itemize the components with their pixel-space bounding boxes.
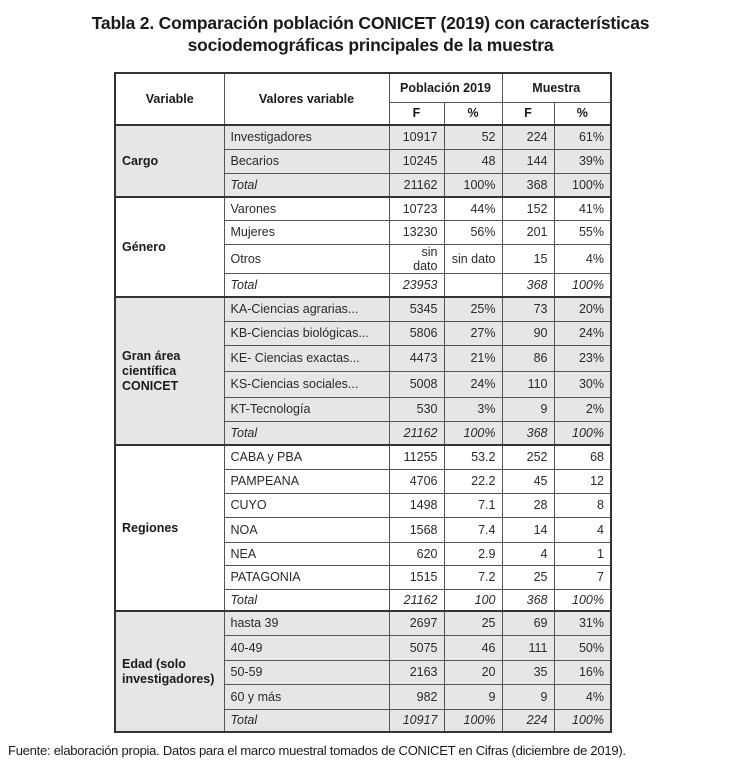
- variable-label: Gran área científica CONICET: [115, 297, 224, 445]
- table-title: [0, 12, 741, 56]
- value-label: Total: [224, 173, 389, 197]
- muestra-f-cell: 368: [502, 173, 554, 197]
- poblacion-pct-cell: 56%: [444, 220, 502, 244]
- muestra-pct-cell: 4%: [554, 684, 611, 709]
- muestra-pct-cell: 7: [554, 565, 611, 589]
- comparison-table: [114, 72, 612, 733]
- poblacion-pct-cell: 46: [444, 635, 502, 660]
- poblacion-f-cell: 10245: [389, 149, 444, 173]
- muestra-pct-cell: 100%: [554, 589, 611, 611]
- muestra-pct-cell: 8: [554, 493, 611, 517]
- group-2: [115, 297, 611, 445]
- poblacion-pct-cell: 100%: [444, 709, 502, 732]
- value-label: KS-Ciencias sociales...: [224, 371, 389, 397]
- muestra-pct-cell: 4%: [554, 244, 611, 273]
- muestra-pct-cell: 41%: [554, 197, 611, 220]
- muestra-pct-cell: 12: [554, 469, 611, 493]
- poblacion-pct-cell: 25%: [444, 297, 502, 321]
- poblacion-pct-cell: sin dato: [444, 244, 502, 273]
- poblacion-f-cell: 5075: [389, 635, 444, 660]
- value-label: KE- Ciencias exactas...: [224, 345, 389, 371]
- header-variable: Variable: [115, 73, 224, 125]
- muestra-f-cell: 224: [502, 125, 554, 149]
- value-label: NOA: [224, 517, 389, 542]
- poblacion-pct-cell: 100%: [444, 421, 502, 445]
- muestra-pct-cell: 100%: [554, 709, 611, 732]
- header-muestra-pct: %: [554, 102, 611, 125]
- table-title-line-2: sociodemográficas principales de la muestra: [187, 35, 554, 55]
- poblacion-f-cell: 13230: [389, 220, 444, 244]
- muestra-f-cell: 152: [502, 197, 554, 220]
- muestra-f-cell: 368: [502, 273, 554, 297]
- muestra-f-cell: 4: [502, 542, 554, 565]
- poblacion-f-cell: 5806: [389, 321, 444, 345]
- muestra-pct-cell: 31%: [554, 611, 611, 635]
- muestra-pct-cell: 100%: [554, 173, 611, 197]
- poblacion-pct-cell: 3%: [444, 397, 502, 421]
- variable-label: Regiones: [115, 445, 224, 611]
- muestra-f-cell: 35: [502, 660, 554, 684]
- table-header: [115, 73, 611, 125]
- poblacion-f-cell: 2163: [389, 660, 444, 684]
- muestra-pct-cell: 50%: [554, 635, 611, 660]
- poblacion-f-cell: 21162: [389, 589, 444, 611]
- group-0: [115, 125, 611, 197]
- poblacion-pct-cell: 7.2: [444, 565, 502, 589]
- header-muestra-f: F: [502, 102, 554, 125]
- value-label: 40-49: [224, 635, 389, 660]
- group-3: [115, 445, 611, 611]
- header-poblacion-f: F: [389, 102, 444, 125]
- value-label: Otros: [224, 244, 389, 273]
- muestra-pct-cell: 1: [554, 542, 611, 565]
- muestra-pct-cell: 68: [554, 445, 611, 469]
- table-row: [115, 125, 611, 149]
- poblacion-f-cell: sin dato: [389, 244, 444, 273]
- poblacion-pct-cell: 44%: [444, 197, 502, 220]
- poblacion-pct-cell: 9: [444, 684, 502, 709]
- value-label: KA-Ciencias agrarias...: [224, 297, 389, 321]
- value-label: Total: [224, 273, 389, 297]
- value-label: hasta 39: [224, 611, 389, 635]
- poblacion-pct-cell: 7.4: [444, 517, 502, 542]
- muestra-pct-cell: 2%: [554, 397, 611, 421]
- muestra-pct-cell: 20%: [554, 297, 611, 321]
- poblacion-pct-cell: 20: [444, 660, 502, 684]
- poblacion-f-cell: 1498: [389, 493, 444, 517]
- poblacion-pct-cell: 100: [444, 589, 502, 611]
- muestra-f-cell: 73: [502, 297, 554, 321]
- muestra-pct-cell: 55%: [554, 220, 611, 244]
- poblacion-f-cell: 21162: [389, 421, 444, 445]
- poblacion-pct-cell: 7.1: [444, 493, 502, 517]
- muestra-pct-cell: 24%: [554, 321, 611, 345]
- poblacion-pct-cell: 22.2: [444, 469, 502, 493]
- value-label: Total: [224, 709, 389, 732]
- value-label: KT-Tecnología: [224, 397, 389, 421]
- variable-label: Edad (solo investigadores): [115, 611, 224, 732]
- muestra-pct-cell: 4: [554, 517, 611, 542]
- muestra-f-cell: 14: [502, 517, 554, 542]
- muestra-f-cell: 9: [502, 397, 554, 421]
- poblacion-pct-cell: 24%: [444, 371, 502, 397]
- muestra-f-cell: 368: [502, 589, 554, 611]
- value-label: 60 y más: [224, 684, 389, 709]
- muestra-f-cell: 111: [502, 635, 554, 660]
- value-label: PAMPEANA: [224, 469, 389, 493]
- muestra-f-cell: 201: [502, 220, 554, 244]
- table-title-line-1: Tabla 2. Comparación población CONICET (2019) con características: [91, 13, 650, 33]
- muestra-f-cell: 224: [502, 709, 554, 732]
- poblacion-pct-cell: 53.2: [444, 445, 502, 469]
- muestra-f-cell: 15: [502, 244, 554, 273]
- muestra-pct-cell: 100%: [554, 273, 611, 297]
- poblacion-f-cell: 2697: [389, 611, 444, 635]
- source-footnote: Fuente: elaboración propia. Datos para el marco muestral tomados de CONICET en Cifras (diciembre de 2019).: [8, 743, 626, 758]
- muestra-f-cell: 28: [502, 493, 554, 517]
- poblacion-f-cell: 11255: [389, 445, 444, 469]
- variable-label: Género: [115, 197, 224, 297]
- poblacion-pct-cell: 27%: [444, 321, 502, 345]
- value-label: Varones: [224, 197, 389, 220]
- poblacion-f-cell: 1568: [389, 517, 444, 542]
- value-label: KB-Ciencias biológicas...: [224, 321, 389, 345]
- table-row: [115, 297, 611, 321]
- poblacion-f-cell: 10723: [389, 197, 444, 220]
- poblacion-pct-cell: 25: [444, 611, 502, 635]
- poblacion-f-cell: 5345: [389, 297, 444, 321]
- value-label: CABA y PBA: [224, 445, 389, 469]
- value-label: Total: [224, 421, 389, 445]
- poblacion-pct-cell: 48: [444, 149, 502, 173]
- poblacion-f-cell: 5008: [389, 371, 444, 397]
- group-4: [115, 611, 611, 732]
- poblacion-f-cell: 10917: [389, 125, 444, 149]
- muestra-pct-cell: 16%: [554, 660, 611, 684]
- table-row: [115, 611, 611, 635]
- muestra-pct-cell: 23%: [554, 345, 611, 371]
- muestra-pct-cell: 39%: [554, 149, 611, 173]
- muestra-f-cell: 252: [502, 445, 554, 469]
- value-label: PATAGONIA: [224, 565, 389, 589]
- muestra-pct-cell: 61%: [554, 125, 611, 149]
- muestra-f-cell: 45: [502, 469, 554, 493]
- poblacion-f-cell: 21162: [389, 173, 444, 197]
- muestra-pct-cell: 30%: [554, 371, 611, 397]
- muestra-f-cell: 69: [502, 611, 554, 635]
- value-label: Becarios: [224, 149, 389, 173]
- table-row: [115, 197, 611, 220]
- value-label: Total: [224, 589, 389, 611]
- variable-label: Cargo: [115, 125, 224, 197]
- poblacion-f-cell: 1515: [389, 565, 444, 589]
- poblacion-pct-cell: 2.9: [444, 542, 502, 565]
- poblacion-f-cell: 530: [389, 397, 444, 421]
- poblacion-f-cell: 982: [389, 684, 444, 709]
- muestra-f-cell: 90: [502, 321, 554, 345]
- poblacion-pct-cell: [444, 273, 502, 297]
- value-label: 50-59: [224, 660, 389, 684]
- muestra-f-cell: 368: [502, 421, 554, 445]
- header-poblacion-pct: %: [444, 102, 502, 125]
- poblacion-f-cell: 4473: [389, 345, 444, 371]
- header-muestra: Muestra: [502, 73, 611, 102]
- poblacion-pct-cell: 100%: [444, 173, 502, 197]
- muestra-f-cell: 9: [502, 684, 554, 709]
- poblacion-pct-cell: 21%: [444, 345, 502, 371]
- muestra-f-cell: 110: [502, 371, 554, 397]
- poblacion-pct-cell: 52: [444, 125, 502, 149]
- header-poblacion-2019: Población 2019: [389, 73, 502, 102]
- value-label: Investigadores: [224, 125, 389, 149]
- muestra-f-cell: 86: [502, 345, 554, 371]
- value-label: NEA: [224, 542, 389, 565]
- muestra-pct-cell: 100%: [554, 421, 611, 445]
- poblacion-f-cell: 620: [389, 542, 444, 565]
- table-row: [115, 445, 611, 469]
- poblacion-f-cell: 4706: [389, 469, 444, 493]
- muestra-f-cell: 25: [502, 565, 554, 589]
- muestra-f-cell: 144: [502, 149, 554, 173]
- group-1: [115, 197, 611, 297]
- poblacion-f-cell: 10917: [389, 709, 444, 732]
- value-label: Mujeres: [224, 220, 389, 244]
- poblacion-f-cell: 23953: [389, 273, 444, 297]
- header-valores-variable: Valores variable: [224, 73, 389, 125]
- value-label: CUYO: [224, 493, 389, 517]
